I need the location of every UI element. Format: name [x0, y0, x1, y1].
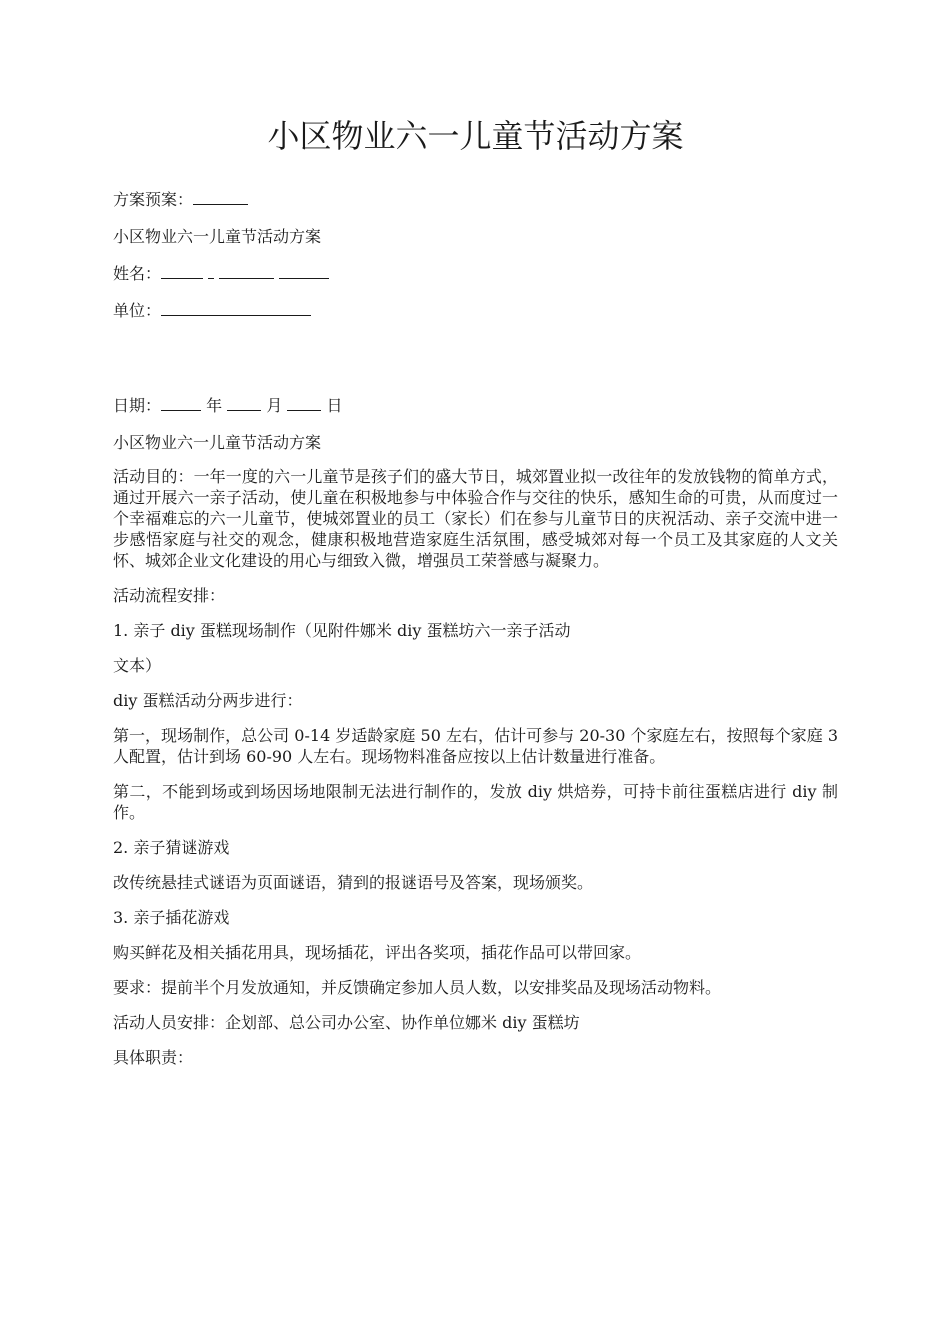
unit-label: 单位：: [113, 301, 162, 320]
item3-heading: 3. 亲子插花游戏: [113, 908, 230, 927]
plan-blank: [193, 190, 248, 205]
purpose-paragraph: 活动目的：一年一度的六一儿童节是孩子们的盛大节日，城郊置业拟一改往年的发放钱物的简单方式，通过开展六一亲子活动，使儿童在积极地参与中体验合作与交往的快乐，感知生命的可贵，从而度过一个幸福难忘的六一儿童节，使城郊置业的员工（家长）们在参与儿童节日的庆祝活动、亲子交流中进一步感悟家庭与社交的观念，健康积极地营造家庭生活氛围，感受城郊对每一个员工及其家庭的人文关怀、城郊企业文化建设的用心与细致入微，增强员工荣誉感与凝聚力。: [113, 467, 838, 570]
name-blank-2: [208, 264, 214, 279]
name-blank-3: [219, 264, 274, 279]
year-blank: [161, 396, 201, 411]
unit-blank: [161, 301, 311, 316]
day-blank: [287, 396, 321, 411]
date-label: 日期：: [113, 396, 162, 415]
plan-label: 方案预案：: [113, 190, 194, 209]
item2-desc: 改传统悬挂式谜语为页面谜语，猜到的报谜语号及答案，现场颁奖。: [113, 873, 594, 892]
step1-paragraph: 第一，现场制作，总公司 0-14 岁适龄家庭 50 左右，估计可参与 20-30 个家庭左右，按照每个家庭 3 人配置，估计到场 60-90 人左右。现场物料准备应按以上估计数量进行准备。: [113, 726, 838, 766]
month-label: 月: [266, 396, 283, 415]
item1-line2: 文本）: [113, 656, 162, 675]
unit-field: [113, 300, 838, 321]
requirement: 要求：提前半个月发放通知，并反馈确定参加人员人数，以安排奖品及现场活动物料。: [113, 978, 722, 997]
step2-paragraph: 第二，不能到场或到场因场地限制无法进行制作的，发放 diy 烘焙券，可持卡前往蛋糕店进行 diy 制作。: [113, 782, 838, 822]
name-blank-4: [279, 264, 329, 279]
flow-label: 活动流程安排：: [113, 586, 226, 605]
body-heading: 小区物业六一儿童节活动方案: [113, 433, 322, 452]
diy-steps: diy 蛋糕活动分两步进行：: [113, 691, 303, 710]
document-title: 小区物业六一儿童节活动方案: [267, 117, 684, 155]
item1-line1: 1. 亲子 diy 蛋糕现场制作（见附件娜米 diy 蛋糕坊六一亲子活动: [113, 621, 571, 640]
staff-arrangement: 活动人员安排：企划部、总公司办公室、协作单位娜米 diy 蛋糕坊: [113, 1013, 580, 1032]
item3-desc: 购买鲜花及相关插花用具，现场插花，评出各奖项，插花作品可以带回家。: [113, 943, 642, 962]
name-blank-1: [161, 264, 203, 279]
month-blank: [227, 396, 261, 411]
year-label: 年: [206, 396, 223, 415]
day-label: 日: [326, 396, 343, 415]
plan-field: [113, 189, 838, 210]
name-label: 姓名：: [113, 264, 162, 283]
subtitle: 小区物业六一儿童节活动方案: [113, 227, 322, 246]
duties-label: 具体职责：: [113, 1048, 194, 1067]
date-field: [113, 395, 838, 416]
name-field: [113, 263, 838, 284]
item2-heading: 2. 亲子猜谜游戏: [113, 838, 230, 857]
document-page: [0, 112, 950, 1342]
